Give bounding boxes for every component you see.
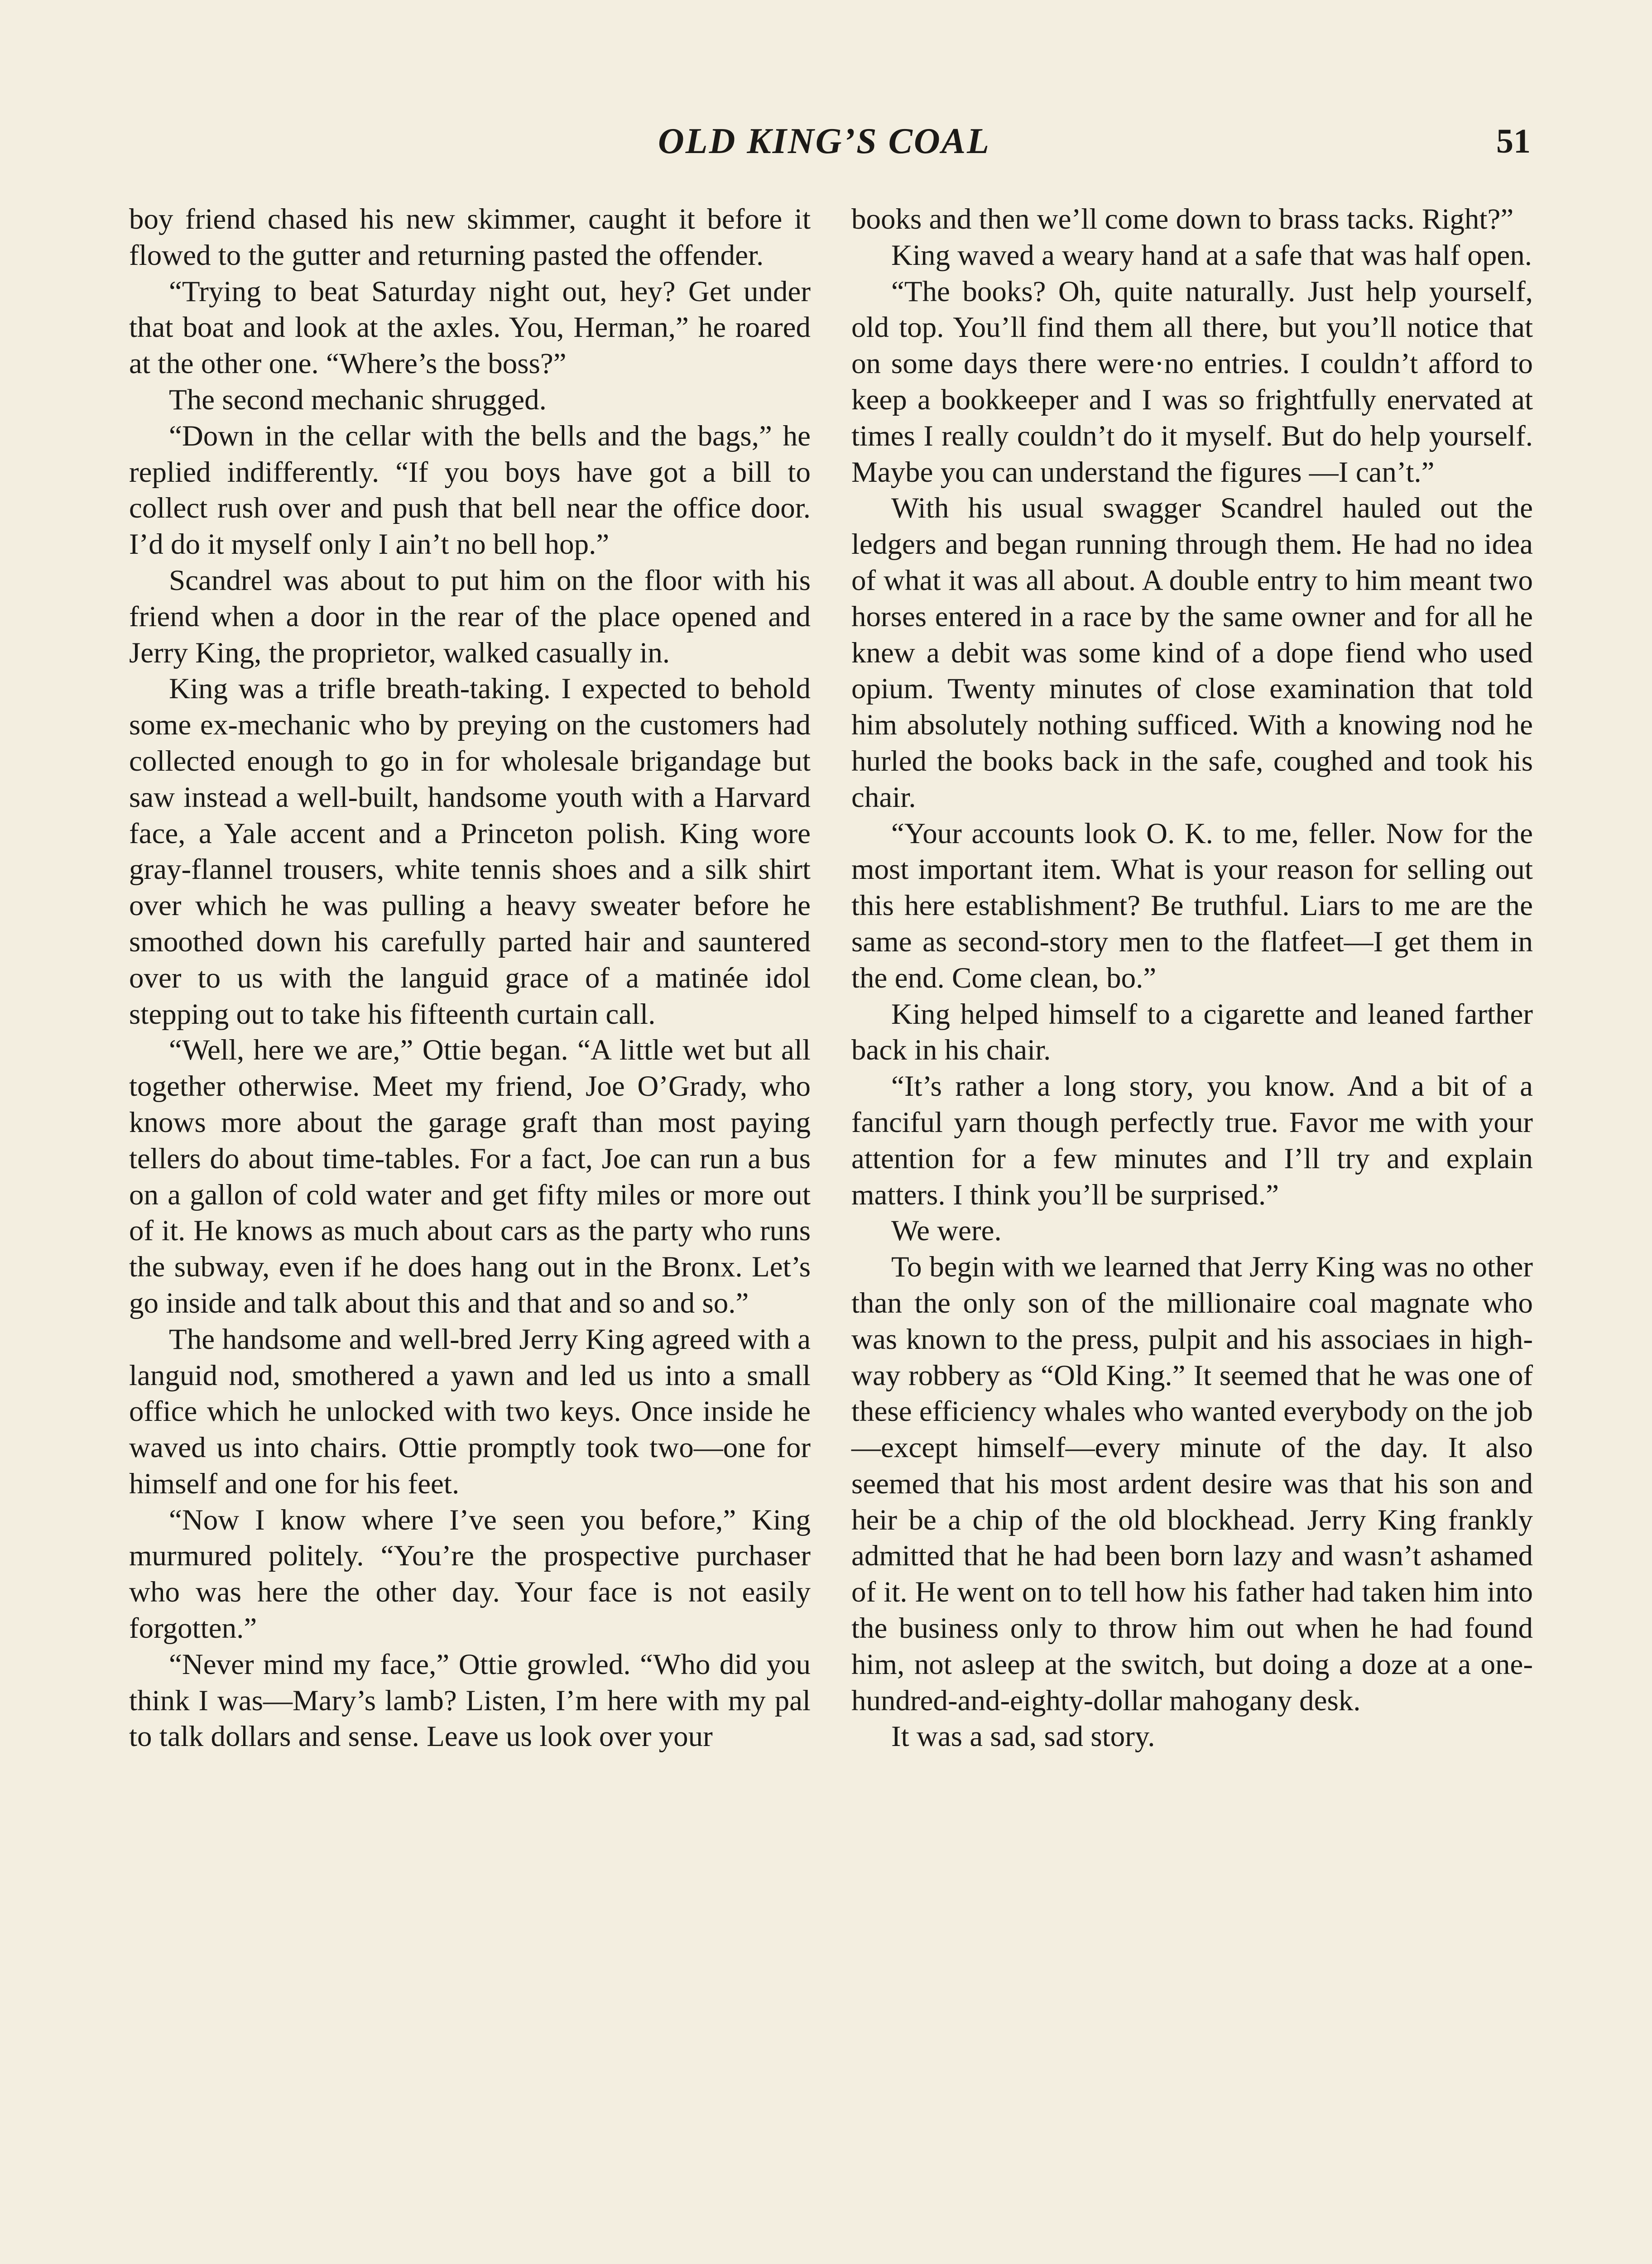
paragraph: “Your accounts look O. K. to me, feller. Now for the most important item. What is your reason for selling out this here establishment? Be truthful. Liars to me are the same as second-story men to the flatfeet—I get them in the end. Come clean, bo.” [851, 817, 1533, 994]
paragraph: The second mechanic shrugged. [169, 383, 547, 416]
paragraph: To begin with we learned that Jerry King was no other than the only son of the millionaire coal magnate who was known to the press, pulpit and his associaes in highway robbery as “Old King.” It seemed that he was one of these efficiency whales who wanted everybody on the job—except himself—every minute of the day. It also seemed that his most ardent desire was that his son and heir be a chip of the old blockhead. Jerry King frankly admitted that he had been born lazy and wasn’t ashamed of it. He went on to tell how his father had taken him into the business only to throw him out when he had found him, not asleep at the switch, but doing a doze at a one-hundred-and-eighty-dollar mahogany desk. [851, 1251, 1533, 1717]
paragraph: “Down in the cellar with the bells and the bags,” he replied indifferently. “If you boys have got a bill to collect rush over and push that bell near the office door. I’d do it myself only I ain’t no bell hop.” [129, 419, 811, 561]
paragraph: With his usual swagger Scandrel hauled out the ledgers and began running through them. He had no idea of what it was all about. A double entry to him meant two horses entered in a race by the same owner and for all he knew a debit was some kind of a dope fiend who used opium. Twenty minutes of close examination that told him absolutely nothing sufficed. With a knowing nod he hurled the books back in the safe, coughed and took his chair. [851, 492, 1533, 814]
paragraph: King helped himself to a cigarette and leaned farther back in his chair. [851, 998, 1533, 1067]
paragraph: “It’s rather a long story, you know. And a bit of a fanciful yarn though perfectly true. Favor me with your attention for a few minutes and I’ll try and explain matters. I think you’ll be surprised.” [851, 1070, 1533, 1211]
paragraph: “Trying to beat Saturday night out, hey? Get under that boat and look at the axles. You, Herman,” he roared at the other one. “Where’s the boss?” [129, 275, 811, 380]
paragraph: Scandrel was about to put him on the floor with his friend when a door in the rear of the place opened and Jerry King, the proprietor, walked casually in. [129, 564, 811, 669]
running-header [0, 119, 1652, 164]
running-title: OLD KING’S COAL [658, 121, 990, 161]
paragraph: books and then we’ll come down to brass tacks. Right?” [851, 203, 1514, 235]
paragraph: “Now I know where I’ve seen you before,” King murmured politely. “You’re the prospective purchaser who was here the other day. Your face is not easily forgotten.” [129, 1503, 811, 1645]
paragraph: “Well, here we are,” Ottie began. “A little wet but all together otherwise. Meet my friend, Joe O’Grady, who knows more about the garage graft than most paying tellers do about time-tables. For a fact, Joe can run a bus on a gallon of cold water and get fifty miles or more out of it. He knows as much about cars as the party who runs the subway, even if he does hang out in the Bronx. Let’s go inside and talk about this and that and so and so.” [129, 1034, 811, 1319]
left-column [129, 201, 811, 1755]
paragraph: King waved a weary hand at a safe that was half open. [891, 239, 1532, 272]
page-number: 51 [1496, 122, 1531, 160]
paragraph: “Never mind my face,” Ottie growled. “Who did you think I was—Mary’s lamb? Listen, I’m here with my pal to talk dollars and sense. Leave us look over your [129, 1648, 811, 1753]
paragraph: boy friend chased his new skimmer, caught it before it flowed to the gutter and returning pasted the offender. [129, 203, 811, 272]
paragraph: We were. [891, 1214, 1002, 1247]
paragraph: It was a sad, sad story. [891, 1720, 1155, 1753]
paragraph: The handsome and well-bred Jerry King agreed with a languid nod, smothered a yawn and led us into a small office which he unlocked with two keys. Once inside he waved us into chairs. Ottie promptly took two—one for himself and one for his feet. [129, 1323, 811, 1500]
paragraph: “The books? Oh, quite naturally. Just help yourself, old top. You’ll find them all there, but you’ll notice that on some days there were·no entries. I couldn’t afford to keep a bookkeeper and I was so frightfully enervated at times I really couldn’t do it myself. But do help yourself. Maybe you can understand the figures —I can’t.” [851, 275, 1533, 489]
right-column [851, 201, 1533, 1755]
paragraph: King was a trifle breath-taking. I expected to behold some ex-mechanic who by preying on the customers had collected enough to go in for wholesale brigandage but saw instead a well-built, handsome youth with a Harvard face, a Yale accent and a Princeton polish. King wore gray-flannel trousers, white tennis shoes and a silk shirt over which he was pulling a heavy sweater before he smoothed down his carefully parted hair and sauntered over to us with the languid grace of a matinée idol stepping out to take his fifteenth curtain call. [129, 672, 811, 1031]
